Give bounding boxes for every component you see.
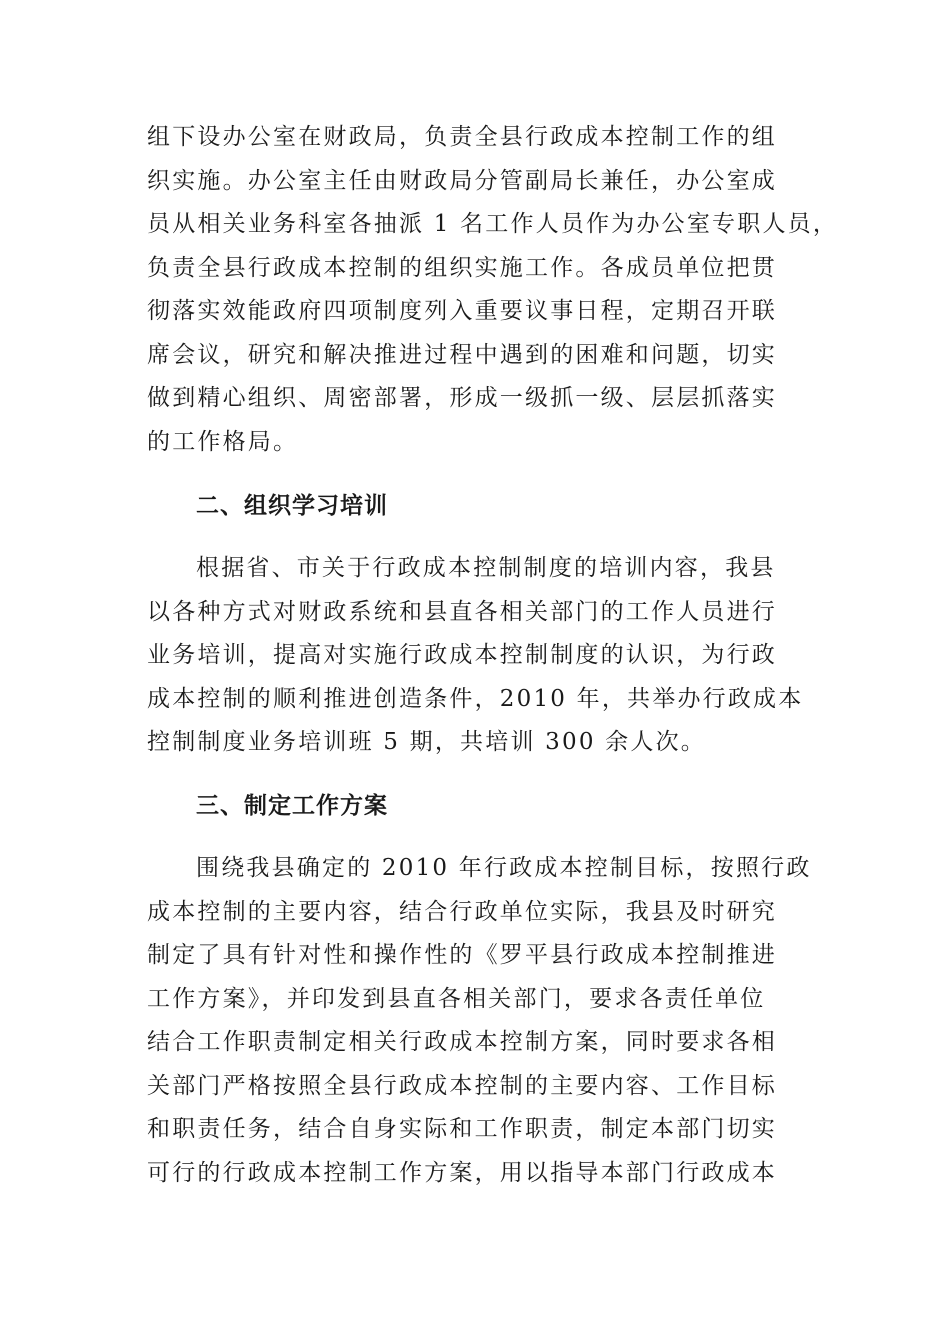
paragraph-line: 的工作格局。 [147, 429, 299, 455]
paragraph-line: 和职责任务，结合自身实际和工作职责，制定本部门切实 [147, 1116, 777, 1142]
paragraph-line: 员从相关业务科室各抽派 1 名工作人员作为办公室专职人员， [147, 211, 839, 237]
paragraph-line: 彻落实效能政府四项制度列入重要议事日程，定期召开联 [147, 298, 777, 324]
section-heading: 二、组织学习培训 [196, 493, 388, 519]
section-heading: 三、制定工作方案 [196, 793, 388, 819]
paragraph-line: 可行的行政成本控制工作方案，用以指导本部门行政成本 [147, 1160, 777, 1186]
paragraph-line: 织实施。办公室主任由财政局分管副局长兼任，办公室成 [147, 168, 777, 194]
paragraph-line: 结合工作职责制定相关行政成本控制方案，同时要求各相 [147, 1029, 777, 1055]
paragraph-line: 负责全县行政成本控制的组织实施工作。各成员单位把贯 [147, 255, 777, 281]
paragraph-line: 工作方案》，并印发到县直各相关部门，要求各责任单位 [147, 986, 766, 1012]
paragraph-line: 根据省、市关于行政成本控制制度的培训内容，我县 [196, 555, 776, 581]
paragraph-line: 业务培训，提高对实施行政成本控制制度的认识，为行政 [147, 642, 777, 668]
paragraph-line: 成本控制的顺利推进创造条件，2010 年，共举办行政成本 [147, 686, 804, 712]
paragraph-line: 围绕我县确定的 2010 年行政成本控制目标，按照行政 [196, 855, 812, 881]
paragraph-line: 制定了具有针对性和操作性的《罗平县行政成本控制推进 [147, 942, 777, 968]
paragraph-line: 成本控制的主要内容，结合行政单位实际，我县及时研究 [147, 899, 777, 925]
paragraph-line: 以各种方式对财政系统和县直各相关部门的工作人员进行 [147, 599, 777, 625]
paragraph-line: 控制制度业务培训班 5 期，共培训 300 余人次。 [147, 729, 706, 755]
paragraph-line: 组下设办公室在财政局，负责全县行政成本控制工作的组 [147, 124, 777, 150]
paragraph-line: 席会议，研究和解决推进过程中遇到的困难和问题，切实 [147, 342, 777, 368]
paragraph-line: 做到精心组织、周密部署，形成一级抓一级、层层抓落实 [147, 385, 777, 411]
paragraph-line: 关部门严格按照全县行政成本控制的主要内容、工作目标 [147, 1073, 777, 1099]
